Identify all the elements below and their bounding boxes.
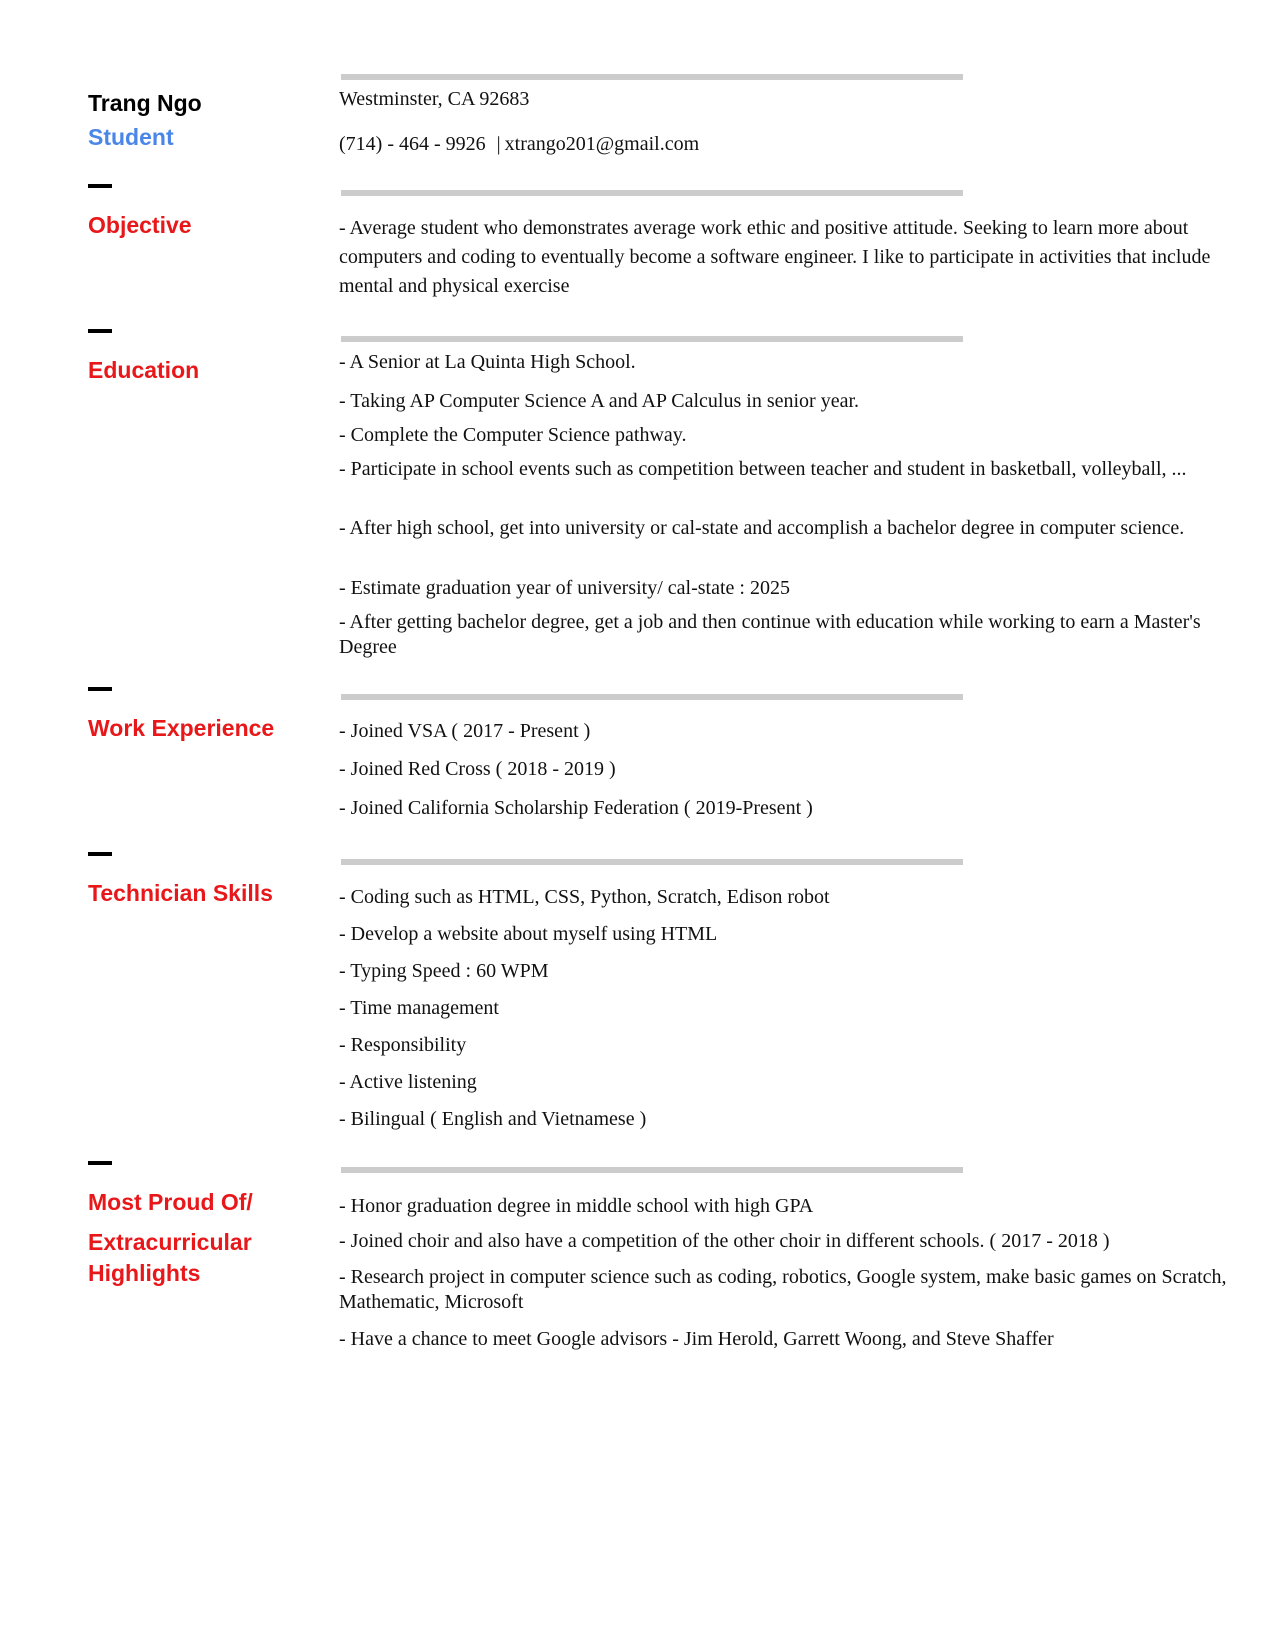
section-dash [88,1161,112,1165]
education-item: - Taking AP Computer Science A and AP Calculus in senior year. [339,390,860,412]
phone: (714) - 464 - 9926 [339,133,486,155]
person-role: Student [88,124,174,150]
skill-item: - Bilingual ( English and Vietnamese ) [339,1108,647,1130]
section-title-education: Education [88,357,200,383]
contact-line [339,132,1235,157]
section-title-work: Work Experience [88,715,275,741]
skill-item: - Active listening [339,1071,477,1093]
divider-bar [341,694,963,700]
work-item: - Joined Red Cross ( 2018 - 2019 ) [339,758,616,780]
divider-bar [341,74,963,80]
section-dash [88,852,112,856]
education-item: - Participate in school events such as competition between teacher and student in basketball, volleyball, ... [339,458,1187,480]
section-title-proud-line2: Extracurricular [88,1229,252,1255]
address: Westminster, CA 92683 [339,88,530,110]
education-item: - After getting bachelor degree, get a job and then continue with education while working to earn a Master's Degree [339,611,1201,658]
skill-item: - Develop a website about myself using HTML [339,923,718,945]
work-item: - Joined VSA ( 2017 - Present ) [339,720,591,742]
section-title-proud: Most Proud Of/ [88,1189,253,1215]
education-item: - After high school, get into university or cal-state and accomplish a bachelor degree in computer science. [339,517,1185,539]
contact-separator: | [496,133,501,155]
person-name: Trang Ngo [88,90,202,116]
section-title-objective: Objective [88,212,192,238]
proud-item: - Joined choir and also have a competition of the other choir in different schools. ( 2017 - 2018 ) [339,1230,1110,1252]
education-item: - Estimate graduation year of university/ cal-state : 2025 [339,577,790,599]
divider-bar [341,190,963,196]
section-title-skills: Technician Skills [88,880,273,906]
section-title-proud-line3: Highlights [88,1260,201,1286]
objective-text: - Average student who demonstrates average work ethic and positive attitude. Seeking to learn more about computers and coding to eventually become a software engineer. I like to participate in activities that include mental and physical exercise [339,217,1211,297]
skill-item: - Time management [339,997,499,1019]
education-item: - A Senior at La Quinta High School. [339,351,636,373]
proud-item: - Honor graduation degree in middle school with high GPA [339,1195,814,1217]
education-item: - Complete the Computer Science pathway. [339,424,687,446]
divider-bar [341,859,963,865]
proud-item: - Research project in computer science such as coding, robotics, Google system, make basic games on Scratch, Mathematic, Microsoft [339,1266,1227,1313]
proud-item: - Have a chance to meet Google advisors - Jim Herold, Garrett Woong, and Steve Shaffer [339,1328,1054,1350]
divider-bar [341,1167,963,1173]
section-dash [88,329,112,333]
section-dash [88,687,112,691]
divider-bar [341,336,963,342]
skill-item: - Coding such as HTML, CSS, Python, Scratch, Edison robot [339,886,830,908]
work-item: - Joined California Scholarship Federation ( 2019-Present ) [339,797,813,819]
skill-item: - Responsibility [339,1034,467,1056]
skill-item: - Typing Speed : 60 WPM [339,960,549,982]
section-dash [88,184,112,188]
email[interactable]: xtrango201@gmail.com [504,133,700,155]
